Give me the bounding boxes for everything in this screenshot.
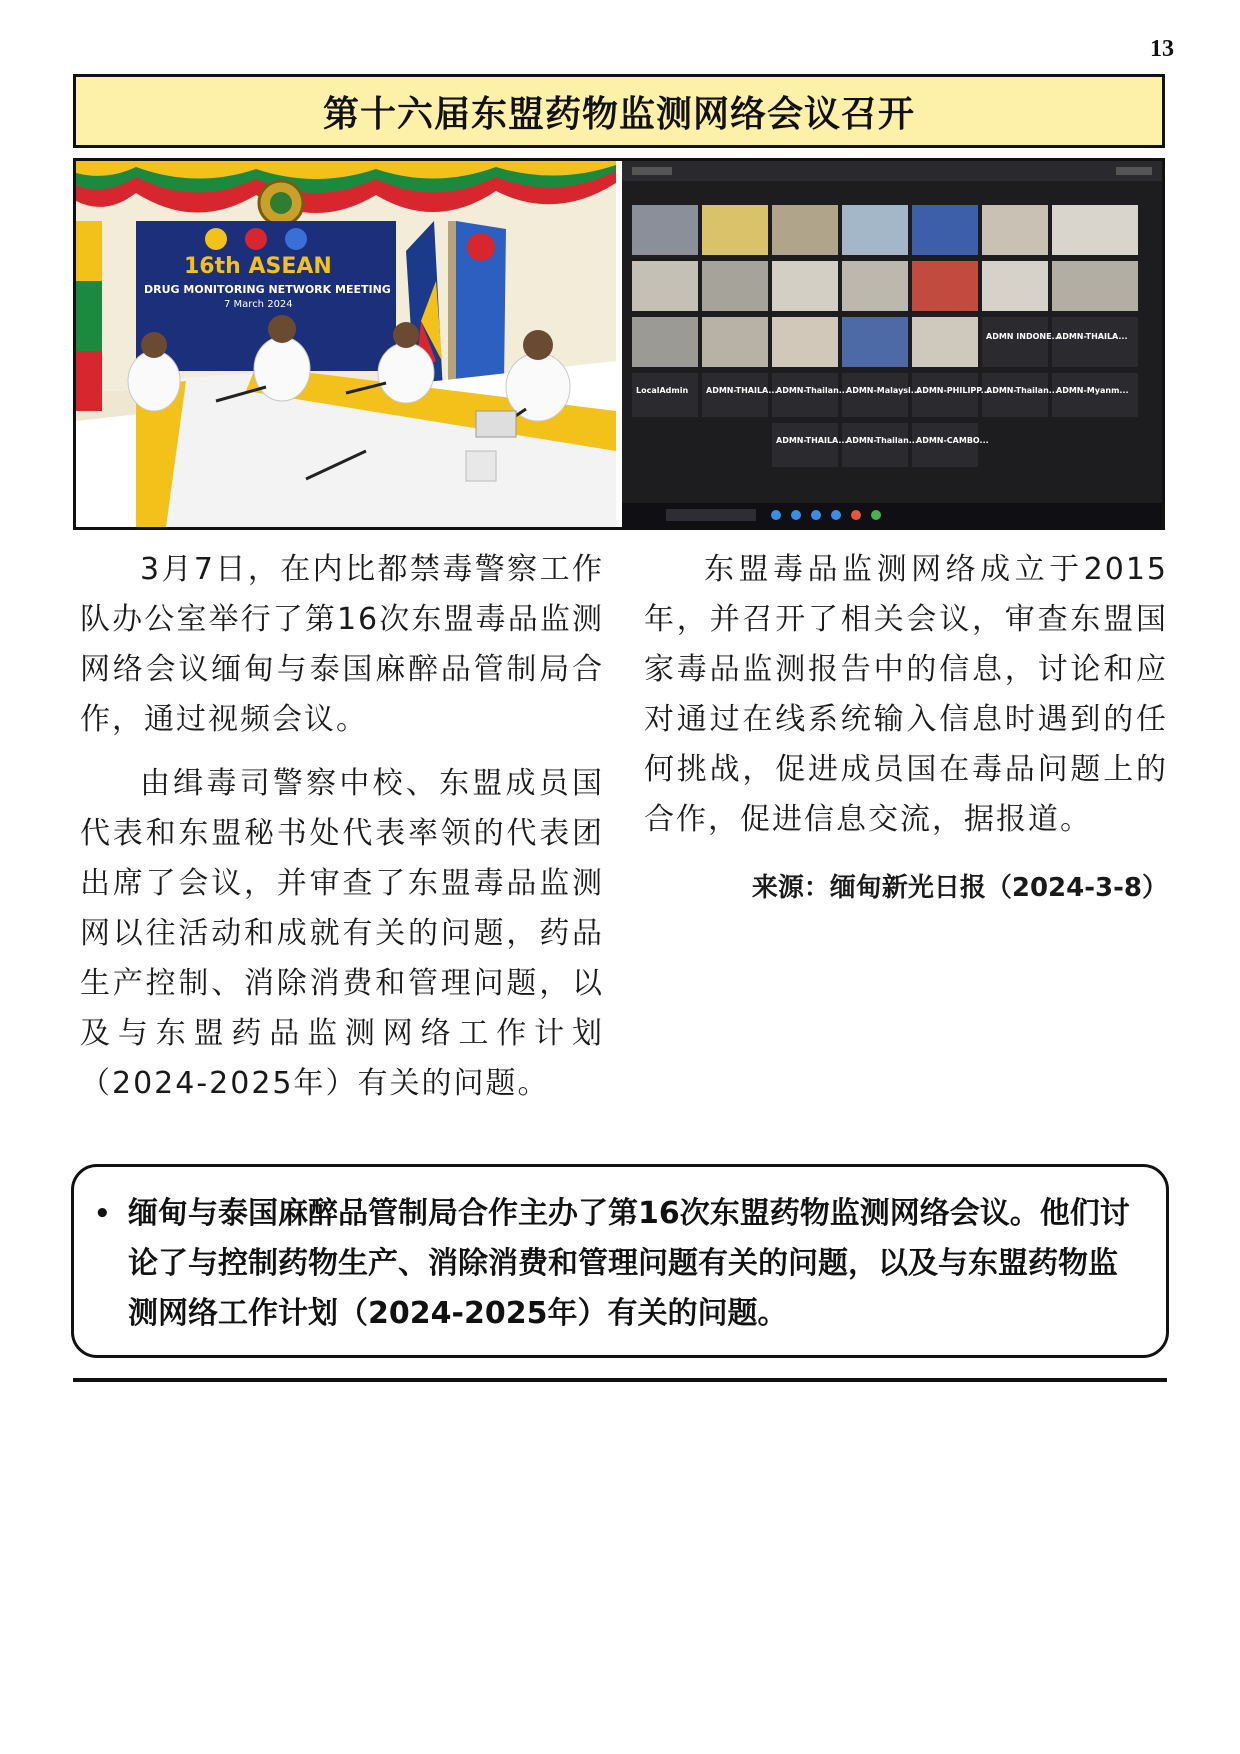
tile-label: ADMN-Thailan... bbox=[846, 436, 918, 445]
tile-label: LocalAdmin bbox=[636, 386, 689, 395]
tile-label: ADMN-Thailan... bbox=[776, 386, 848, 395]
tile-label: ADMN-PHILIPP... bbox=[916, 386, 990, 395]
title-banner bbox=[73, 74, 1165, 148]
tile-label: ADMN-Malaysi... bbox=[846, 386, 920, 395]
summary-box bbox=[71, 1164, 1169, 1358]
meeting-room-photo bbox=[76, 161, 616, 527]
tile-label: ADMN INDONE... bbox=[986, 332, 1061, 341]
tile-label: ADMN-THAILA... bbox=[1056, 332, 1128, 341]
bullet-icon: • bbox=[94, 1199, 111, 1229]
tile-label: ADMN-Thailan... bbox=[986, 386, 1058, 395]
left-column bbox=[80, 545, 604, 1123]
tile-label: ADMN-THAILA... bbox=[706, 386, 778, 395]
video-conference-screenshot bbox=[622, 161, 1162, 527]
paragraph: 东盟毒品监测网络成立于2015年，并召开了相关会议，审查东盟国家毒品监测报告中的信息，讨论和应对通过在线系统输入信息时遇到的任何挑战，促进成员国在毒品问题上的合作，促进信息交流，据报道。 bbox=[644, 552, 1168, 837]
paragraph: 由缉毒司警察中校、东盟成员国代表和东盟秘书处代表率领的代表团出席了会议，并审查了东盟毒品监测网以往活动和成就有关的问题，药品生产控制、消除消费和管理问题，以及与东盟药品监测网络工作计划（2024-2025年）有关的问题。 bbox=[80, 766, 604, 1101]
article-title: 第十六届东盟药物监测网络会议召开 bbox=[322, 93, 915, 135]
banner-title-text: 16th ASEAN bbox=[184, 254, 332, 279]
summary-text: 缅甸与泰国麻醉品管制局合作主办了第16次东盟药物监测网络会议。他们讨论了与控制药物生产、消除消费和管理问题有关的问题，以及与东盟药物监测网络工作计划（2024-2025年）有关的问题。 bbox=[128, 1196, 1130, 1331]
meeting-photo bbox=[73, 158, 1165, 530]
paragraph: 3月7日，在内比都禁毒警察工作队办公室举行了第16次东盟毒品监测网络会议缅甸与泰国麻醉品管制局合作，通过视频会议。 bbox=[80, 552, 604, 737]
right-column bbox=[644, 545, 1168, 913]
page-number: 13 bbox=[1150, 36, 1174, 62]
tile-label: ADMN-THAILA... bbox=[776, 436, 848, 445]
source-citation: 来源：缅甸新光日报（2024-3-8） bbox=[751, 873, 1168, 903]
tile-label: ADMN-CAMBO... bbox=[916, 436, 989, 445]
banner-subtitle-text: DRUG MONITORING NETWORK MEETING bbox=[144, 283, 391, 296]
banner-date-text: 7 March 2024 bbox=[224, 299, 293, 310]
bottom-divider bbox=[73, 1378, 1167, 1382]
tile-label: ADMN-Myanm... bbox=[1056, 386, 1129, 395]
